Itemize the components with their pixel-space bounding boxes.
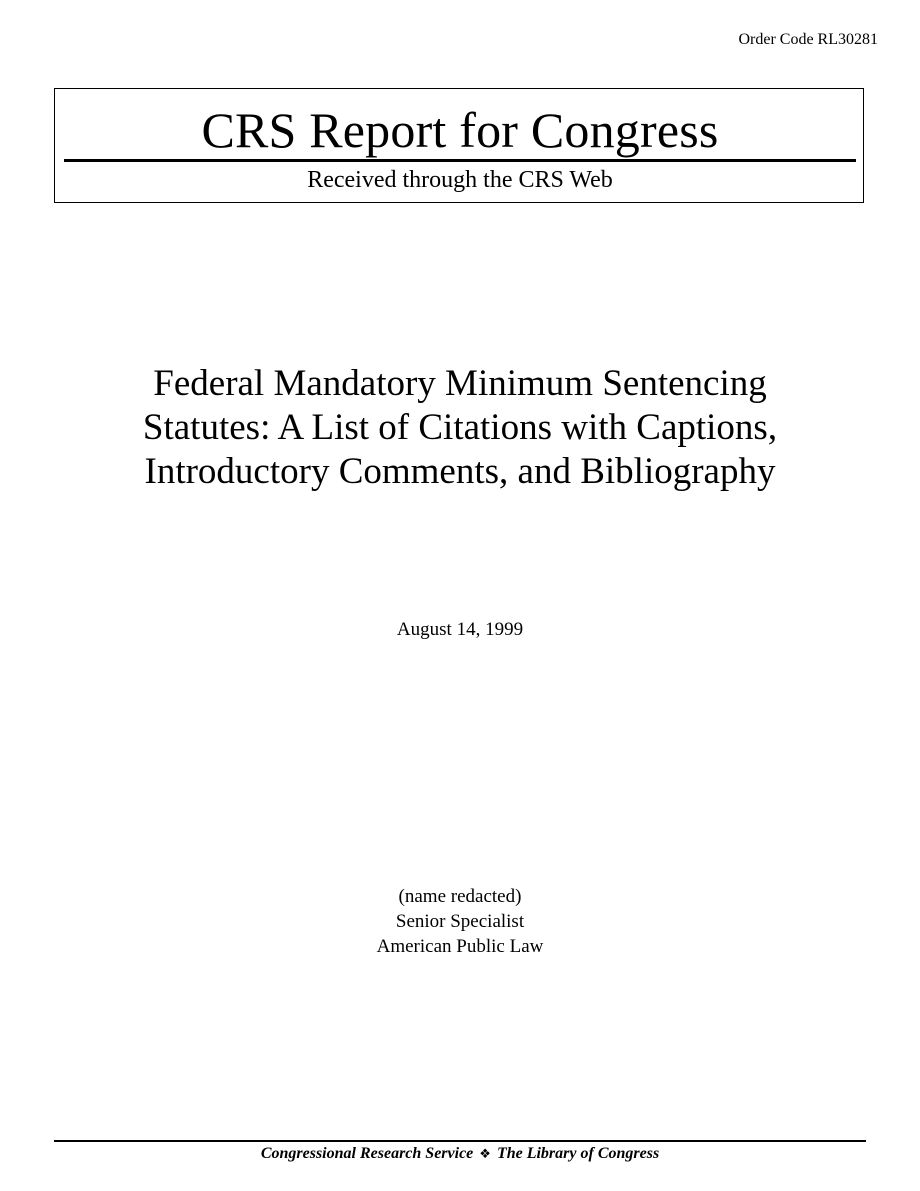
footer-text	[0, 1143, 920, 1166]
masthead-rule	[64, 159, 856, 162]
author-name: (name redacted)	[398, 886, 522, 907]
report-title	[0, 362, 920, 494]
footer-rule	[54, 1140, 866, 1142]
report-title-line-2: Statutes: A List of Citations with Captions,	[142, 407, 778, 448]
masthead-subtitle: Received through the CRS Web	[307, 167, 613, 193]
report-title-line-1: Federal Mandatory Minimum Sentencing	[153, 363, 767, 404]
author-block	[0, 884, 920, 959]
author-division: American Public Law	[376, 936, 544, 957]
report-date: August 14, 1999	[396, 619, 524, 640]
footer-right: The Library of Congress	[496, 1145, 660, 1162]
masthead-title: CRS Report for Congress	[201, 102, 719, 158]
diamond-separator-icon: ❖	[479, 1147, 491, 1162]
order-code: Order Code RL30281	[738, 31, 878, 48]
author-position: Senior Specialist	[395, 911, 525, 932]
report-title-line-3: Introductory Comments, and Bibliography	[144, 451, 776, 492]
footer-left: Congressional Research Service	[260, 1145, 474, 1162]
